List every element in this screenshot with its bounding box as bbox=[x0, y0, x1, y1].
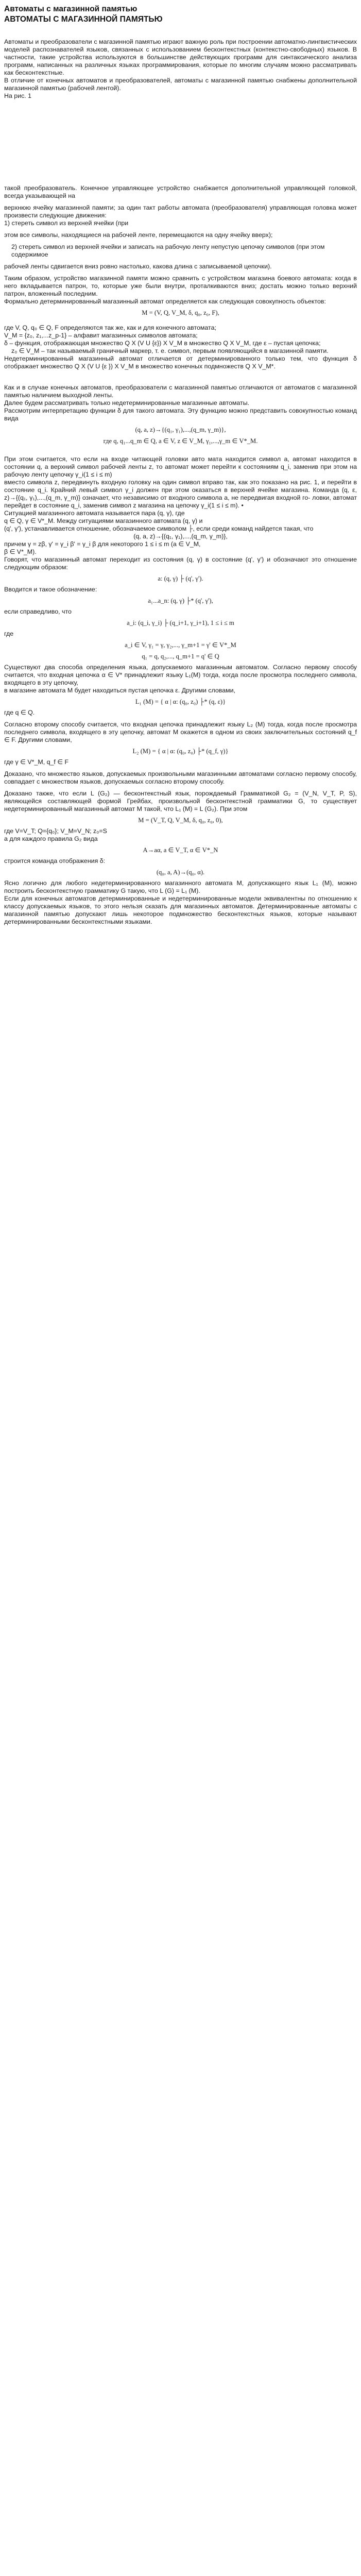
situation-command: (q, a, z)→{(q₁, γ₁),...,(q_m, γ_m)}, bbox=[133, 533, 228, 540]
formal-definition-intro: Формально детерминированный магазинный автомат определяется как следующая совокупность объектов: bbox=[4, 298, 326, 305]
notation-intro: Вводится и такое обозначение: bbox=[4, 586, 97, 593]
proof-paragraph-2: Доказано также, что если L (G₂) — бесконтекстный язык, порождаемый Грамматикой G₂ = (V_N, V_T, P, S), являющейся составляющей формой Грейбах, произвольной бесконтекстной грамматики G, то существует недетерминированный магазинный автомат М такой, что L₁ (M) = L (G₂). При этом bbox=[4, 790, 357, 812]
transition-text: Говорят, что магазинный автомат переходит из состояния (q, γ) в состояние (q', γ') и обозначают это отношение следующим образом: bbox=[4, 556, 357, 571]
conclusion-paragraph-2: Если для конечных автоматов детерминированные и недетерминированные модели эквивалентны по отношению к классу допускаемых языков, то этого нельзя сказать для магазинных автоматов. Детерминированные автоматы с магазинной памятью допускают лишь некоторое подмножество бесконтекстных языков, которые называют детерминированными бесконтекстными языками. bbox=[4, 895, 357, 925]
formula-sequence: a₁...a_n: (q, γ) ├* (q', γ'), bbox=[148, 597, 213, 604]
formula-sequence-step: a_i: (q_i, γ_i) ├ (q_i+1, γ_i+1), 1 ≤ i ≤ m bbox=[127, 619, 234, 626]
sequence-condition: если справедливо, что bbox=[4, 608, 72, 615]
transducer-section bbox=[4, 184, 357, 306]
definition-7: Далее будем рассматривать только недетерминированные магазинные автоматы. bbox=[4, 399, 250, 406]
proof-section bbox=[4, 770, 357, 813]
page-title bbox=[4, 4, 357, 25]
where-rule: а для каждого правила G₂ вида bbox=[4, 835, 98, 842]
formula-rule: A→aα, a ∈ V_T, α ∈ V*_N bbox=[143, 846, 218, 854]
situation-condition: причем γ = zβ, γ' = γ_i β' = γ_i β для некоторого 1 ≤ i ≤ m (a ∈ V_M, bbox=[4, 540, 201, 548]
conclusion-paragraph-1: Ясно логично для любого недетерминированного магазинного автомата М, допускающего язык L₁ (М), можно построить бесконтекстную грамматику G такую, что L (G) = L₁ (М). bbox=[4, 879, 357, 894]
formula-where-1: a_i ∈ V, γ₁ = γ, γ₂,..., γ_m+1 = γ' ∈ V*_M bbox=[125, 641, 236, 649]
where-gamma: где γ ∈ V*_M, q_f ∈ F bbox=[4, 758, 69, 766]
formula-where-2: q₁ = q, q₂,..., q_m+1 = q' ∈ Q bbox=[142, 653, 219, 660]
formula-automaton: M = (V, Q, V_M, δ, q₀, z₀, F), bbox=[142, 309, 219, 316]
transducer-paragraph-2: верхнюю ячейку магазинной памяти; за один такт работы автомата (преобразователя) управляющая головка может произвести следующие движения: bbox=[4, 204, 357, 219]
transducer-paragraph-1: такой преобразователь. Конечное управляющее устройство снабжается дополнительной управляющей головкой, всегда указывающей на bbox=[4, 184, 357, 199]
where-label: где bbox=[4, 630, 14, 637]
formula-language-1: L₁ (M) = { α | α: (q₀, z₀) ├* (q, ε)} bbox=[135, 698, 226, 705]
situation-domain: q ∈ Q, γ ∈ V*_M. Между ситуациями магазинного автомата (q, γ) и bbox=[4, 517, 203, 524]
languages-section bbox=[4, 664, 357, 694]
magazine-analogy: Таким образом, устройство магазинной памяти можно сравнить с устройством магазина боевого автомата: когда в него вкладывается патрон, то, которые уже были внутри, проталкиваются вниз; достать можно только верхний патрон, вложенный последним. bbox=[4, 275, 357, 297]
second-way-paragraph: Согласно второму способу считается, что входная цепочка принадлежит языку L₂ (M) тогда, когда после просмотра последнего символа, входящего в эту цепочку, автомат M окажется в одном из своих заключительных состояний q_f ∈ F. Другими словами, bbox=[4, 721, 357, 743]
builds-text: строится команда отображения δ: bbox=[4, 857, 106, 865]
definition-4: z₀ ∈ V_M – так называемый граничный маркер, т. е. символ, первым появляющийся в магазинной памяти. bbox=[11, 347, 329, 354]
title-line-1: Автоматы с магазинной памятью bbox=[4, 5, 137, 13]
definition-2: V_M = {z₀, z₁,...z_p-1} – алфавит магазинных символов автомата; bbox=[4, 332, 198, 339]
situation-condition-domain: β ∈ V*_M). bbox=[4, 548, 37, 555]
definition-3: δ – функция, отображающая множество Q X (V U {ε}) X V_M в множество Q X V_M, где ε – пустая цепочка; bbox=[4, 340, 321, 347]
definitions-section bbox=[4, 324, 357, 422]
conclusion-section bbox=[4, 879, 357, 926]
definition-5: Недетерминированный магазинный автомат отличается от детерминированного только тем, что функция δ отображает множество Q X (V U {ε }) X V_M в множество конечных подмножеств Q X V_M*. bbox=[4, 355, 357, 370]
intro-paragraph-1: Автоматы и преобразователи с магазинной памятью играют важную роль при построении автоматно-лингвистических моделей распознавателей языков, связанных с использованием бесконтекстных (контекстно-свободных) языков. В частности, такие устройства используются в большинстве действующих программ для синтаксического анализа программ, написанных на различных языках программирования, которые по многим случаям можно рассматривать как бесконтекстные. bbox=[4, 38, 357, 76]
move-2-continued: рабочей ленты сдвигается вниз ровно настолько, какова длина с записываемой цепочки). bbox=[4, 263, 272, 270]
intro-section bbox=[4, 38, 357, 100]
languages-paragraph-1: Существуют два способа определения языка, допускаемого магазинным автоматом. Согласно первому способу считается, что входная цепочка α ∈ V* принадлежит языку L₁(M) тогда, когда после просмотра последнего символа, входящего в эту цепочку, bbox=[4, 664, 357, 686]
situation-relation: (q', γ'), устанавливается отношение, обозначаемое символом ├, если среди команд найдется такая, что bbox=[4, 525, 314, 532]
definition-6: Как и в случае конечных автоматов, преобразователи с магазинной памятью отличаются от автоматов с магазинной памятью наличием выходной ленты. bbox=[4, 384, 357, 399]
formula-builds: (q₀, a, A)→(q₀, α). bbox=[156, 869, 205, 876]
figure-reference: На рис. 1 bbox=[4, 92, 32, 99]
move-1-line-1: 1) стереть символ из верхней ячейки (при bbox=[4, 219, 129, 227]
languages-paragraph-2: в магазине автомата M будет находиться пустая цепочка ε. Другими словами, bbox=[4, 687, 236, 694]
formula-language-2: L₂ (M) = { α | α: (q₀, z₀) ├* (q_f, γ)} bbox=[132, 748, 229, 755]
interpretation-paragraph-2: вместо символа z, передвинуть входную головку на один символ вправо так, как это показано на рис. 1, и перейти в состояние q_i. Крайний левый символ γ_i должен при этом оказаться в верхней ячейке магазина. Команда (q, ε, z)→{(q₁, γ₁),...,(q_m, γ_m)} означает, что независимо от входного символа а, не передвигая входной го- ловки, автомат перейдет в состояние q_i, заменив символ z магазина на цепочку γ_i(1 ≤ i ≤ m). • bbox=[4, 479, 357, 509]
title-line-2: АВТОМАТЫ С МАГАЗИННОЙ ПАМЯТЬЮ bbox=[4, 15, 163, 24]
where-q: где q ∈ Q. bbox=[4, 709, 35, 716]
interpretation-paragraph-1: При этом считается, что если на входе читающей головки авто мата находится символ а, автомат находится в состоянии q, а верхний символ рабочей ленты z, то автомат может перейти к состояниям q_i, заменив при этом на рабочую ленту цепочку γ_i(1 ≤ i ≤ m) bbox=[4, 455, 357, 478]
proof-paragraph-1: Доказано, что множество языков, допускаемых произвольными магазинными автоматами согласно первому способу, совпадает с множеством языков, допускаемых согласно второму способу. bbox=[4, 770, 357, 785]
command-interpretation bbox=[4, 455, 357, 571]
definition-1: где V, Q, q₀ ∈ Q, F определяются так же, как и для конечного автомата; bbox=[4, 324, 216, 331]
formula-command-domain: где q, q₁...q_m ∈ Q, a ∈ V, z ∈ V_M, γ₁,...,γ_m ∈ V*_M. bbox=[103, 437, 258, 445]
formula-automaton-2: M = (V_T, Q, V_M, δ, q₀, z₀, 0), bbox=[138, 817, 223, 824]
move-2: 2) стереть символ из верхней ячейки и записать на рабочую ленту непустую цепочку символов (при этом содержимое bbox=[11, 243, 325, 258]
intro-paragraph-2: В отличие от конечных автоматов и преобразователей, автоматы с магазинной памятью снабжены дополнительной магазинной памятью (рабочей лентой). bbox=[4, 77, 357, 92]
definition-8: Рассмотрим интерпретацию функции δ для такого автомата. Эту функцию можно представить совокупностью команд вида bbox=[4, 407, 357, 422]
move-1-line-2: этом все символы, находящиеся на рабочей ленте, перемещаются на одну ячейку вверх); bbox=[4, 231, 273, 239]
situation-definition: Ситуацией магазинного автомата называется пара (q, γ), где bbox=[4, 510, 185, 517]
figure-1-placeholder bbox=[4, 100, 357, 177]
formula-relation: a: (q, γ) ├ (q', γ'). bbox=[158, 575, 203, 582]
where-sets: где V=V_T; Q={q₀}; V_M=V_N; z₀=S bbox=[4, 827, 107, 835]
formula-command: (q, a, z)→{(q₁, γ₁),...,(q_m, γ_m)}, bbox=[135, 426, 226, 433]
